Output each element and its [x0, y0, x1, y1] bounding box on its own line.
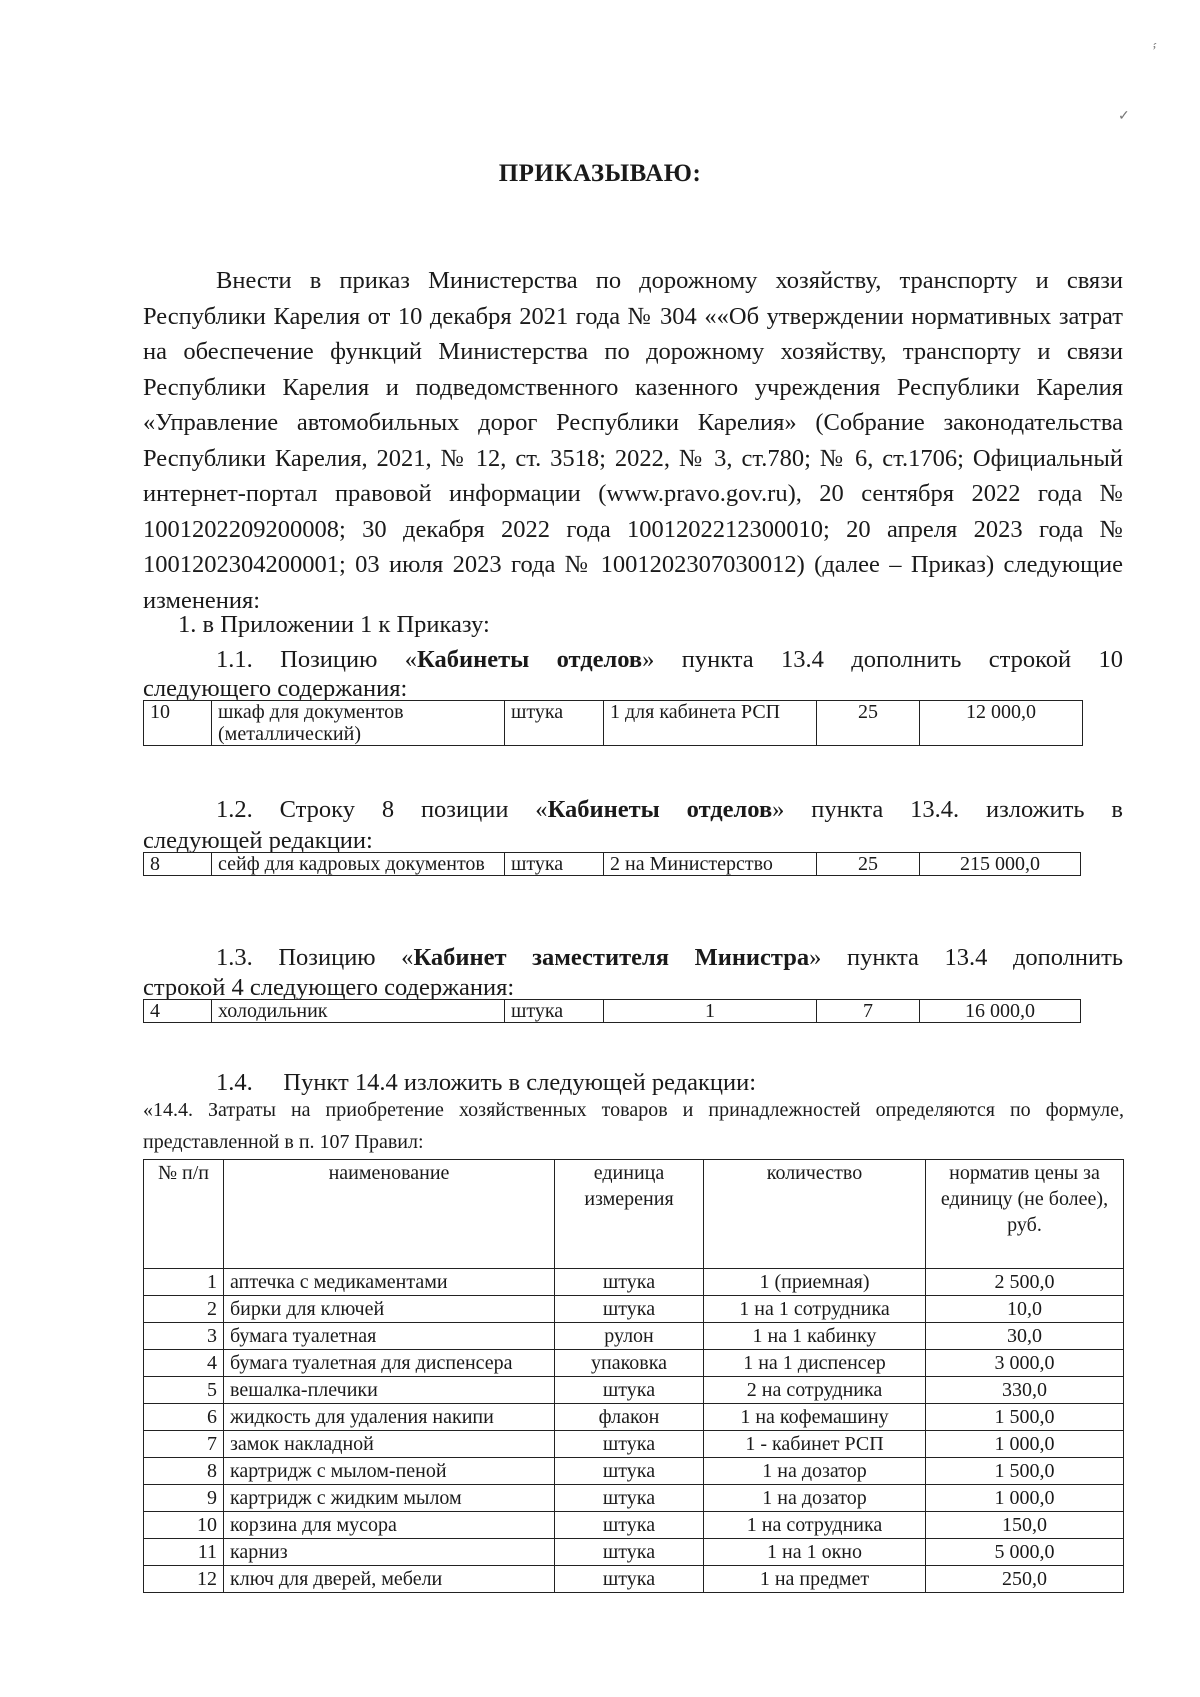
section-1-3-post: » пункта 13.4 дополнить [809, 944, 1124, 971]
section-1-1-number: 1.1. [216, 646, 253, 673]
cell-qty: 1 на дозатор [704, 1485, 926, 1512]
cell-qty: 1 на 1 диспенсер [704, 1350, 926, 1377]
section-1-2-number: 1.2. [216, 796, 253, 823]
cell-unit: флакон [555, 1404, 704, 1431]
cell-num: 10 [144, 1512, 224, 1539]
table-row [144, 701, 1083, 746]
table-row [144, 1000, 1081, 1023]
section-1-1-bold: Кабинеты отделов [417, 646, 643, 673]
cell-num: 1 [144, 1269, 224, 1296]
cell-price: 12 000,0 [920, 701, 1083, 746]
cell-num: 5 [144, 1377, 224, 1404]
cell-unit: штука [555, 1512, 704, 1539]
cell-qty: 1 на 1 сотрудника [704, 1296, 926, 1323]
cell-num: 10 [144, 701, 212, 746]
cell-price: 330,0 [926, 1377, 1124, 1404]
cell-unit: штука [555, 1269, 704, 1296]
cell-price: 150,0 [926, 1512, 1124, 1539]
cell-num: 7 [144, 1431, 224, 1458]
cell-term: 25 [817, 853, 920, 876]
table-row [144, 1350, 1124, 1377]
cell-qty: 2 на Министерство [604, 853, 817, 876]
cell-price: 250,0 [926, 1566, 1124, 1593]
cell-unit: штука [505, 853, 604, 876]
cell-unit: упаковка [555, 1350, 704, 1377]
table-row [144, 1512, 1124, 1539]
cell-name: бирки для ключей [224, 1296, 555, 1323]
section-1-3-pre: Позицию « [278, 944, 414, 971]
cell-name: картридж с мылом-пеной [224, 1458, 555, 1485]
cell-price: 1 000,0 [926, 1485, 1124, 1512]
section-1-1-post: » пункта 13.4 дополнить строкой 10 [642, 646, 1124, 673]
cell-price: 215 000,0 [920, 853, 1081, 876]
section-1-1-cont: следующего содержания: [143, 675, 408, 702]
cell-name: ключ для дверей, мебели [224, 1566, 555, 1593]
cell-name: вешалка-плечики [224, 1377, 555, 1404]
table-row [144, 853, 1081, 876]
header-unit: единица измерения [555, 1160, 704, 1269]
cell-qty: 1 - кабинет РСП [704, 1431, 926, 1458]
cell-unit: штука [555, 1539, 704, 1566]
cell-num: 8 [144, 1458, 224, 1485]
cell-price: 16 000,0 [920, 1000, 1081, 1023]
section-1-3-bold: Кабинет заместителя Министра [413, 944, 810, 971]
section-1-2-cont: следующей редакции: [143, 827, 373, 854]
table-row [144, 1485, 1124, 1512]
cell-name: карниз [224, 1539, 555, 1566]
cell-unit: штука [505, 1000, 604, 1023]
section-1-1-text [280, 646, 1123, 673]
cell-name: корзина для мусора [224, 1512, 555, 1539]
cell-price: 5 000,0 [926, 1539, 1124, 1566]
table-1-2 [143, 852, 1081, 876]
cell-unit: штука [555, 1485, 704, 1512]
cell-price: 10,0 [926, 1296, 1124, 1323]
table-row [144, 1566, 1124, 1593]
cell-unit: штука [555, 1566, 704, 1593]
cell-num: 12 [144, 1566, 224, 1593]
table-row [144, 1269, 1124, 1296]
cell-num: 11 [144, 1539, 224, 1566]
header-name: наименование [224, 1160, 555, 1269]
table-row [144, 1458, 1124, 1485]
cell-unit: штука [555, 1296, 704, 1323]
cell-name: бумага туалетная для диспенсера [224, 1350, 555, 1377]
intro-paragraph: Внести в приказ Министерства по дорожному хозяйству, транспорту и связи Республики Карелия от 10 декабря 2021 года № 304 ««Об утверждении нормативных затрат на обеспечение функций Министерства по дорожному хозяйству, транспорту и связи Республики Карелия и подведомственного казенного учреждения Республики Карелия «Управление автомобильных дорог Республики Карелия» (Собрание законодательства Республики Карелия, 2021, № 12, ст. 3518; 2022, № 3, ст.780; № 6, ст.1706; Официальный интернет-портал правовой информации (www.pravo.gov.ru), 20 сентября 2022 года № 1001202209200008; 30 декабря 2022 года 1001202212300010; 20 апреля 2023 года № 1001202304200001; 03 июля 2023 года № 1001202307030012) (далее – Приказ) следующие изменения: [143, 267, 1123, 614]
section-1-2-post: » пункта 13.4. изложить в [772, 796, 1123, 823]
table-row [144, 1323, 1124, 1350]
section-1-4-quote: «14.4. Затраты на приобретение хозяйственных товаров и принадлежностей определяются по формуле, представленной в п. 107 Правил: [143, 1099, 1124, 1153]
cell-unit: штука [555, 1431, 704, 1458]
section-1-2-text [280, 796, 1123, 823]
cell-price: 30,0 [926, 1323, 1124, 1350]
cell-price: 3 000,0 [926, 1350, 1124, 1377]
cell-qty: 1 на кофемашину [704, 1404, 926, 1431]
item-1: 1. в Приложении 1 к Приказу: [178, 611, 490, 638]
cell-qty: 1 для кабинета РСП [604, 701, 817, 746]
section-1-4-number: 1.4. [216, 1069, 253, 1096]
cell-unit: штука [505, 701, 604, 746]
cell-num: 4 [144, 1350, 224, 1377]
cell-name: замок накладной [224, 1431, 555, 1458]
table-row [144, 1296, 1124, 1323]
cell-qty: 1 на сотрудника [704, 1512, 926, 1539]
section-1-2-line [216, 795, 1123, 825]
cell-name: холодильник [212, 1000, 505, 1023]
table-row [144, 1404, 1124, 1431]
section-1-1-pre: Позицию « [280, 646, 418, 673]
cell-qty: 1 на 1 окно [704, 1539, 926, 1566]
header-qty: количество [704, 1160, 926, 1269]
cell-num: 2 [144, 1296, 224, 1323]
cell-price: 2 500,0 [926, 1269, 1124, 1296]
cell-num: 3 [144, 1323, 224, 1350]
cell-qty: 1 (приемная) [704, 1269, 926, 1296]
scan-check-mark: ✓ [1118, 109, 1130, 124]
table-1-3 [143, 999, 1081, 1023]
table-row [144, 1377, 1124, 1404]
section-1-1-line [216, 645, 1123, 675]
cell-qty: 1 [604, 1000, 817, 1023]
cell-name: бумага туалетная [224, 1323, 555, 1350]
table-1-1 [143, 700, 1083, 746]
cell-price: 1 000,0 [926, 1431, 1124, 1458]
section-1-3-text [278, 944, 1123, 971]
header-num: № п/п [144, 1160, 224, 1269]
cell-name: аптечка с медикаментами [224, 1269, 555, 1296]
table-row [144, 1539, 1124, 1566]
cell-name: картридж с жидким мылом [224, 1485, 555, 1512]
section-1-2-pre: Строку 8 позиции « [279, 796, 548, 823]
cell-num: 8 [144, 853, 212, 876]
cell-unit: рулон [555, 1323, 704, 1350]
cell-name: сейф для кадровых документов [212, 853, 505, 876]
cell-term: 7 [817, 1000, 920, 1023]
cell-num: 6 [144, 1404, 224, 1431]
cell-term: 25 [817, 701, 920, 746]
order-heading: ПРИКАЗЫВАЮ: [498, 160, 702, 187]
cell-unit: штука [555, 1458, 704, 1485]
cell-price: 1 500,0 [926, 1458, 1124, 1485]
section-1-4-text: Пункт 14.4 изложить в следующей редакции: [283, 1069, 757, 1096]
table-header-row [144, 1160, 1124, 1269]
cell-num: 4 [144, 1000, 212, 1023]
header-price: норматив цены за единицу (не более), руб. [926, 1160, 1124, 1269]
section-1-3-number: 1.3. [216, 944, 253, 971]
table-row [144, 1431, 1124, 1458]
cell-qty: 1 на предмет [704, 1566, 926, 1593]
cell-qty: 1 на 1 кабинку [704, 1323, 926, 1350]
section-1-2-bold: Кабинеты отделов [547, 796, 773, 823]
section-1-3-line [216, 943, 1123, 973]
cell-unit: штука [555, 1377, 704, 1404]
cell-num: 9 [144, 1485, 224, 1512]
cell-price: 1 500,0 [926, 1404, 1124, 1431]
cell-name: жидкость для удаления накипи [224, 1404, 555, 1431]
cell-qty: 1 на дозатор [704, 1458, 926, 1485]
cell-qty: 2 на сотрудника [704, 1377, 926, 1404]
scan-mark-top-right: ʼ́ [1152, 44, 1157, 59]
section-1-3-cont: строкой 4 следующего содержания: [143, 974, 515, 1001]
supplies-table [143, 1159, 1124, 1593]
cell-name: шкаф для документов (металлический) [212, 701, 505, 746]
